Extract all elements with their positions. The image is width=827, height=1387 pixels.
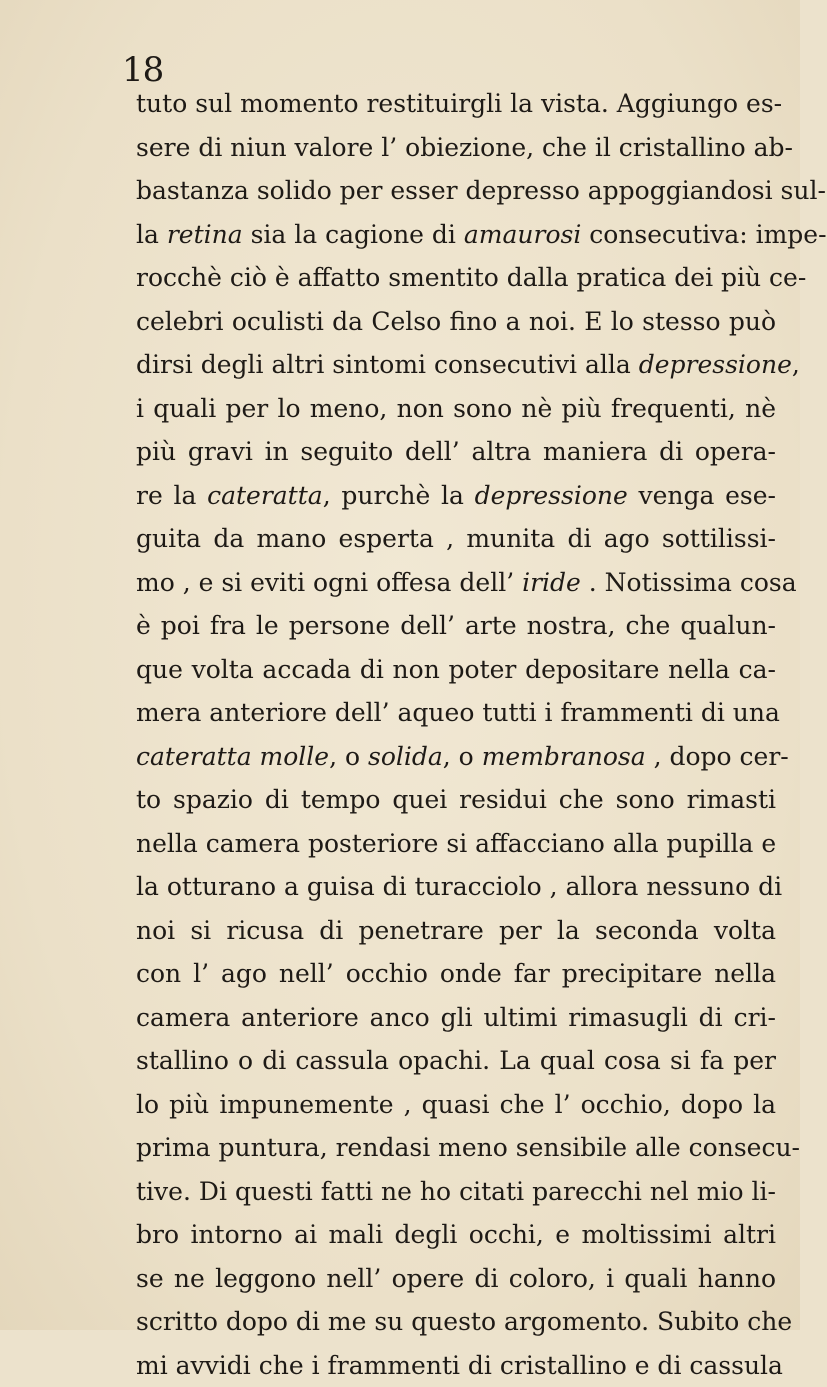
text-run: nella camera posteriore si affacciano alla pupilla e bbox=[136, 829, 776, 858]
text-run: to spazio di tempo quei residui che sono rimasti bbox=[136, 785, 776, 814]
text-run: , purchè la bbox=[323, 481, 475, 510]
italic-term: membranosa bbox=[482, 742, 646, 771]
text-run: rocchè ciò è affatto smentito dalla pratica dei più ce- bbox=[136, 263, 806, 292]
text-line bbox=[136, 474, 776, 518]
text-run: tive. Di questi fatti ne ho citati parecchi nel mio li- bbox=[136, 1177, 776, 1206]
text-line bbox=[136, 1039, 776, 1083]
italic-term: depressione bbox=[475, 481, 628, 510]
text-run: venga ese- bbox=[628, 481, 776, 510]
italic-term: cateratta molle bbox=[136, 742, 329, 771]
text-line bbox=[136, 604, 776, 648]
text-run: lo più impunemente , quasi che l’ occhio, dopo la bbox=[136, 1090, 776, 1119]
text-run: camera anteriore anco gli ultimi rimasugli di cri- bbox=[136, 1003, 776, 1032]
text-run: , o bbox=[443, 742, 482, 771]
text-run: stallino o di cassula opachi. La qual cosa si fa per bbox=[136, 1046, 776, 1075]
text-line bbox=[136, 648, 776, 692]
text-run: sia la cagione di bbox=[243, 220, 464, 249]
text-line bbox=[136, 126, 776, 170]
text-line bbox=[136, 517, 776, 561]
text-line bbox=[136, 343, 776, 387]
text-run: la bbox=[136, 220, 167, 249]
text-line bbox=[136, 735, 776, 779]
text-run: sere di niun valore l’ obiezione, che il cristallino ab- bbox=[136, 133, 793, 162]
text-run: mo , e si eviti ogni offesa dell’ bbox=[136, 568, 522, 597]
text-line bbox=[136, 300, 776, 344]
text-run: consecutiva: impe- bbox=[581, 220, 826, 249]
text-run: più gravi in seguito dell’ altra maniera di opera- bbox=[136, 437, 776, 466]
text-line bbox=[136, 82, 776, 126]
text-run: que volta accada di non poter depositare nella ca- bbox=[136, 655, 776, 684]
text-run: . Notissima cosa bbox=[581, 568, 797, 597]
text-line bbox=[136, 1170, 776, 1214]
text-run: guita da mano esperta , munita di ago sottilissi- bbox=[136, 524, 776, 553]
italic-term: cateratta bbox=[207, 481, 323, 510]
text-run: se ne leggono nell’ opere di coloro, i quali hanno bbox=[136, 1264, 776, 1293]
text-line bbox=[136, 865, 776, 909]
text-line bbox=[136, 996, 776, 1040]
italic-term: iride bbox=[522, 568, 581, 597]
text-run: scritto dopo di me su questo argomento. Subito che bbox=[136, 1307, 792, 1336]
text-line bbox=[136, 213, 776, 257]
text-run: , dopo cer- bbox=[646, 742, 789, 771]
text-run: dirsi degli altri sintomi consecutivi alla bbox=[136, 350, 639, 379]
text-run: , o bbox=[329, 742, 368, 771]
text-run: prima puntura, rendasi meno sensibile alle consecu- bbox=[136, 1133, 800, 1162]
italic-term: amaurosi bbox=[464, 220, 581, 249]
text-line bbox=[136, 1344, 776, 1387]
text-line bbox=[136, 1083, 776, 1127]
text-line bbox=[136, 430, 776, 474]
italic-term: depressione bbox=[639, 350, 792, 379]
text-line bbox=[136, 909, 776, 953]
text-run: i quali per lo meno, non sono nè più frequenti, nè bbox=[136, 394, 776, 423]
page-number: 18 bbox=[122, 50, 163, 90]
text-run: bastanza solido per esser depresso appoggiandosi sul- bbox=[136, 176, 826, 205]
text-run: con l’ ago nell’ occhio onde far precipitare nella bbox=[136, 959, 776, 988]
text-run: mera anteriore dell’ aqueo tutti i frammenti di una bbox=[136, 698, 780, 727]
italic-term: solida bbox=[368, 742, 443, 771]
text-run: noi si ricusa di penetrare per la seconda volta bbox=[136, 916, 776, 945]
text-line bbox=[136, 1126, 776, 1170]
text-run: è poi fra le persone dell’ arte nostra, che qualun- bbox=[136, 611, 776, 640]
text-line bbox=[136, 561, 776, 605]
text-run: tuto sul momento restituirgli la vista. Aggiungo es- bbox=[136, 89, 782, 118]
text-line bbox=[136, 1257, 776, 1301]
text-run: la otturano a guisa di turacciolo , allora nessuno di bbox=[136, 872, 782, 901]
text-run: , bbox=[792, 350, 800, 379]
text-run: bro intorno ai mali degli occhi, e moltissimi altri bbox=[136, 1220, 776, 1249]
text-line bbox=[136, 952, 776, 996]
text-line bbox=[136, 169, 776, 213]
italic-term: retina bbox=[167, 220, 243, 249]
text-run: celebri oculisti da Celso fino a noi. E lo stesso può bbox=[136, 307, 776, 336]
text-line bbox=[136, 1213, 776, 1257]
text-line bbox=[136, 1300, 776, 1344]
text-line bbox=[136, 256, 776, 300]
text-line bbox=[136, 691, 776, 735]
text-run: re la bbox=[136, 481, 207, 510]
text-line bbox=[136, 778, 776, 822]
text-line bbox=[136, 387, 776, 431]
body-text bbox=[136, 82, 776, 1387]
text-run: mi avvidi che i frammenti di cristallino e di cassula bbox=[136, 1351, 783, 1380]
text-line bbox=[136, 822, 776, 866]
